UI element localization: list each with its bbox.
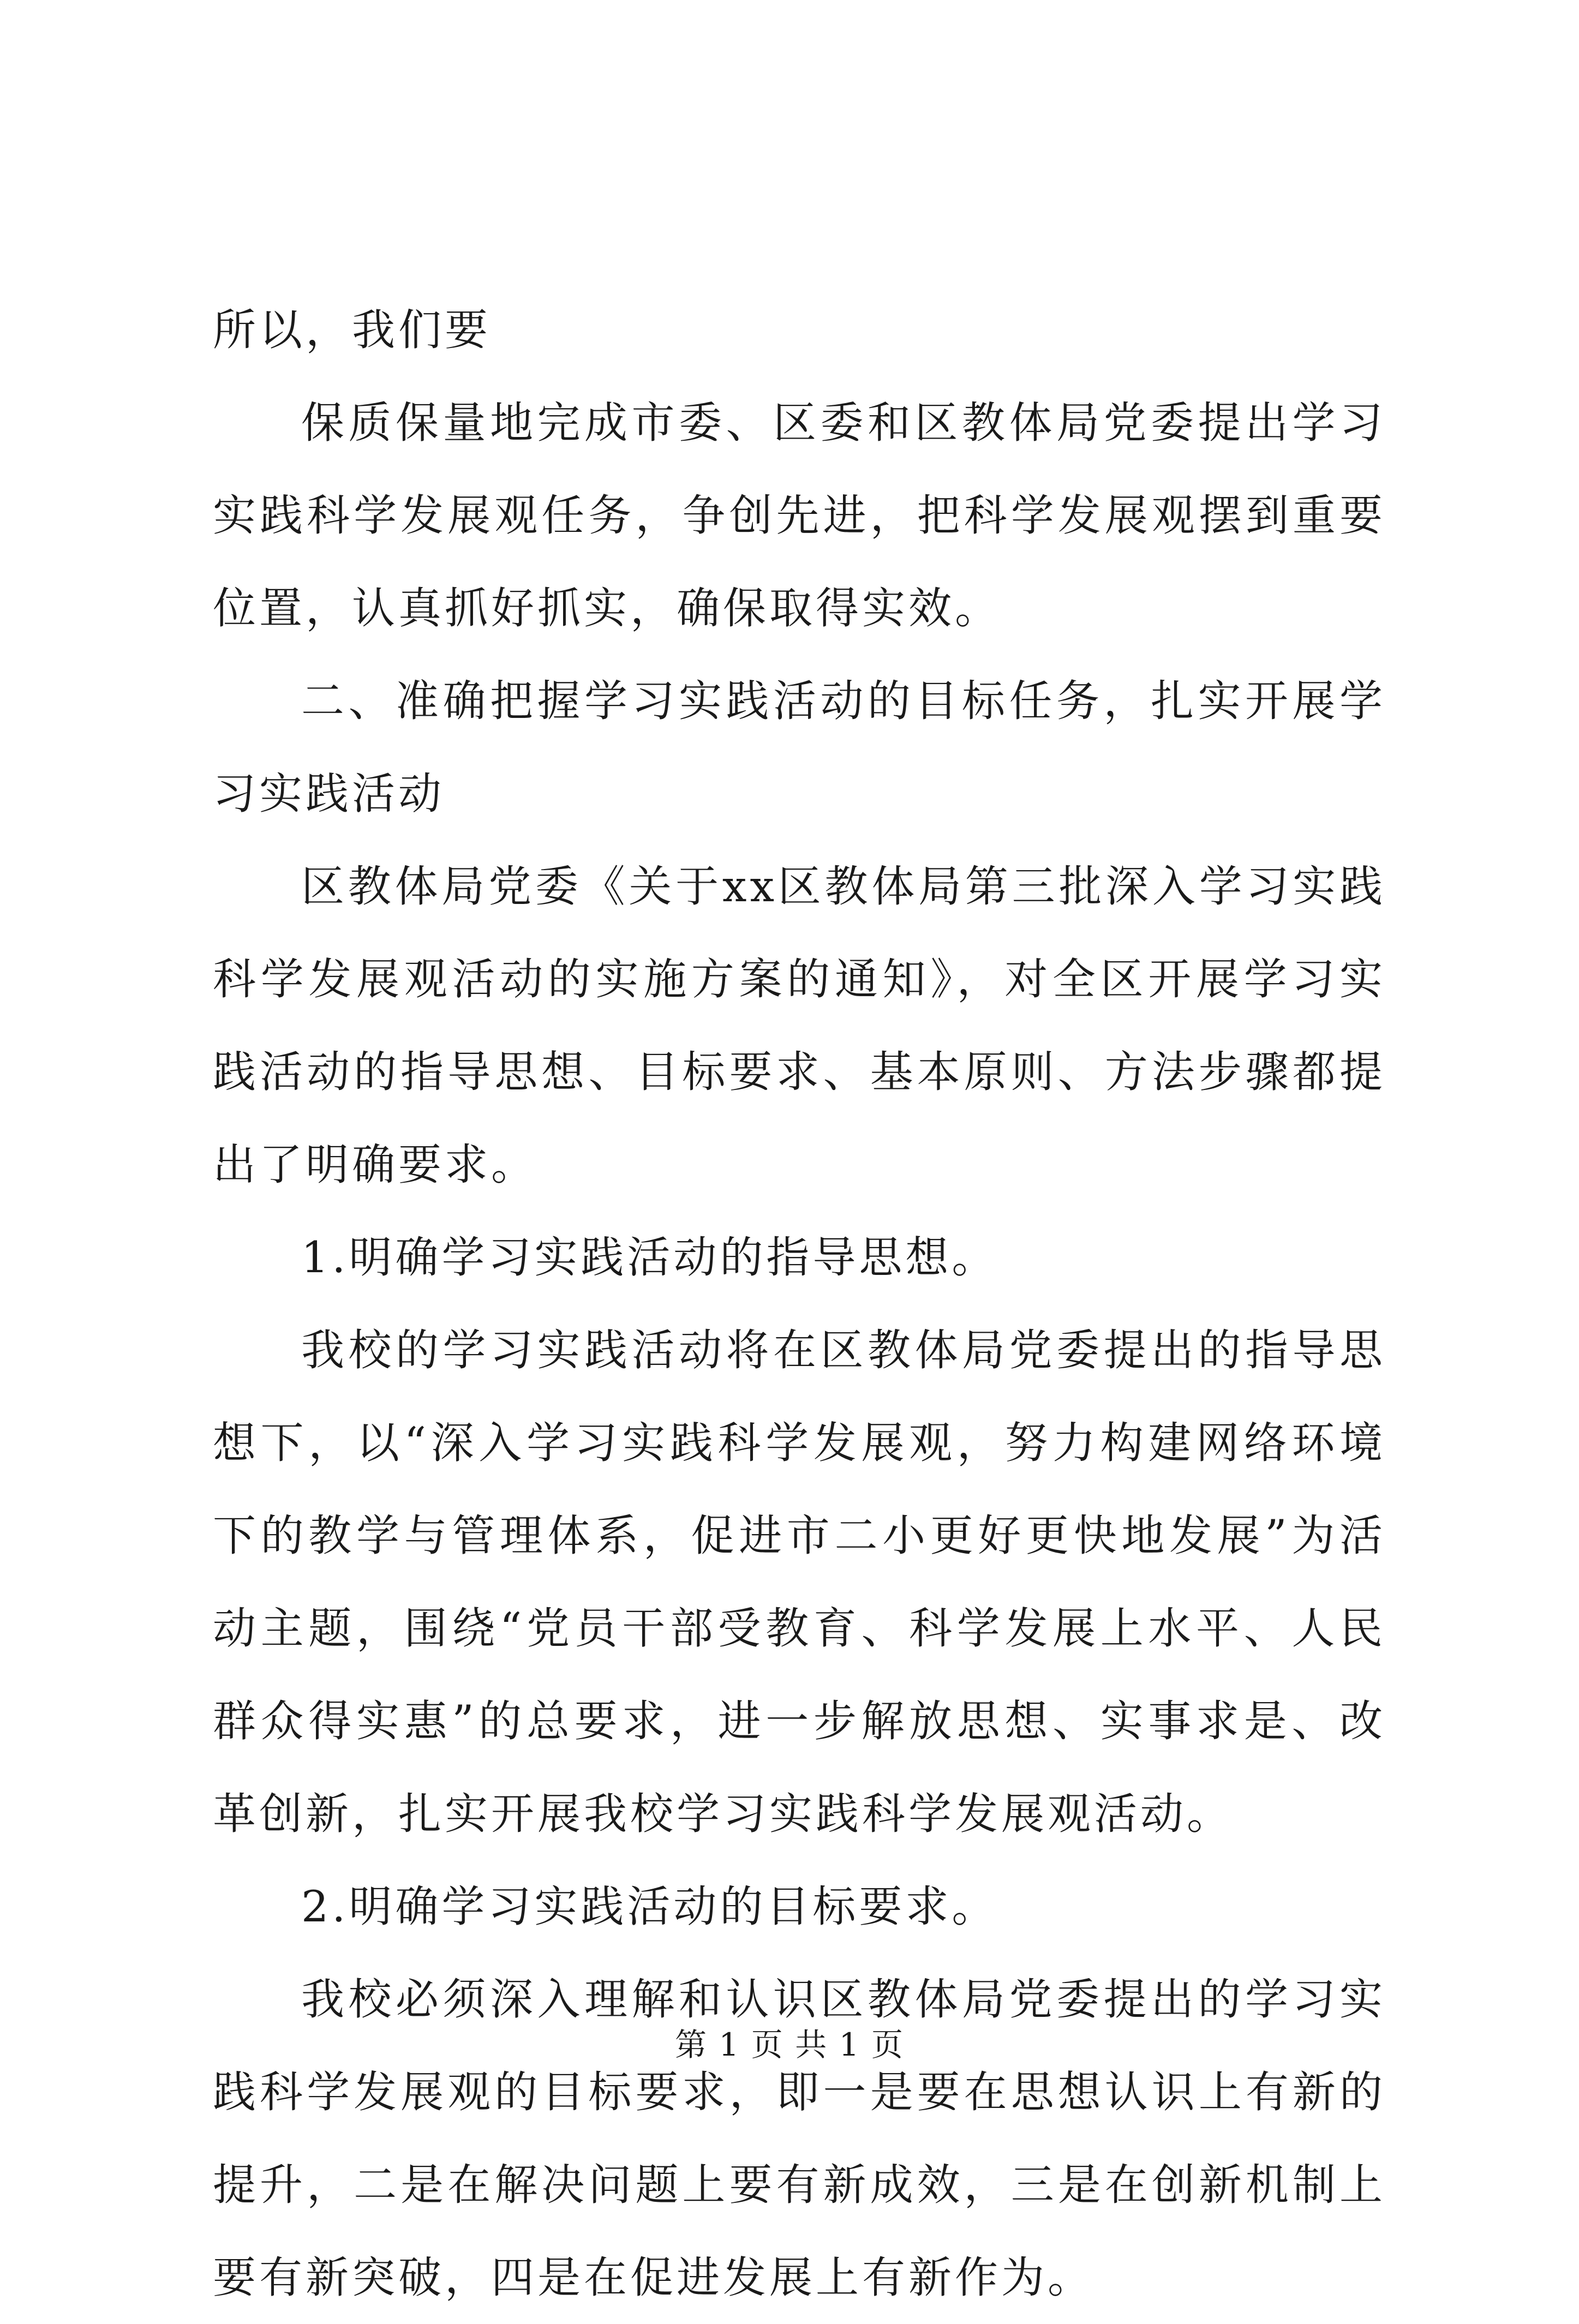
paragraph-5: 我校必须深入理解和认识区教体局党委提出的学习实践科学发展观的目标要求，即一是要在思想认识上有新的提升，二是在解决问题上要有新成效，三是在创新机制上要有新突破，四是在促进发展上有新作为。 [213,1974,1386,2303]
paragraph-4: 我校的学习实践活动将在区教体局党委提出的指导思想下，以“深入学习实践科学发展观，努力构建网络环境下的教学与管理体系，促进市二小更好更快地发展”为活动主题，围绕“党员干部受教育、科学发展上水平、人民群众得实惠”的总要求，进一步解放思想、实事求是、改革创新，扎实开展我校学习实践科学发展观活动。 [213,1325,1386,1839]
paragraph-2: 保质保量地完成市委、区委和区教体局党委提出学习实践科学发展观任务，争创先进，把科学发展观摆到重要位置，认真抓好抓实，确保取得实效。 [213,398,1386,633]
page-footer: 第 1 页 共 1 页 [675,2026,904,2063]
document-body [213,284,1386,2324]
paragraph-3: 区教体局党委《关于xx区教体局第三批深入学习实践科学发展观活动的实施方案的通知》，对全区开展学习实践活动的指导思想、目标要求、基本原则、方法步骤都提出了明确要求。 [213,861,1386,1190]
paragraph-1: 所以，我们要 [213,305,491,355]
subheading-2: 2.明确学习实践活动的目标要求。 [301,1882,998,1932]
section-heading-2: 二、准确把握学习实践活动的目标任务，扎实开展学习实践活动 [213,676,1386,819]
subheading-1: 1.明确学习实践活动的指导思想。 [301,1232,998,1283]
